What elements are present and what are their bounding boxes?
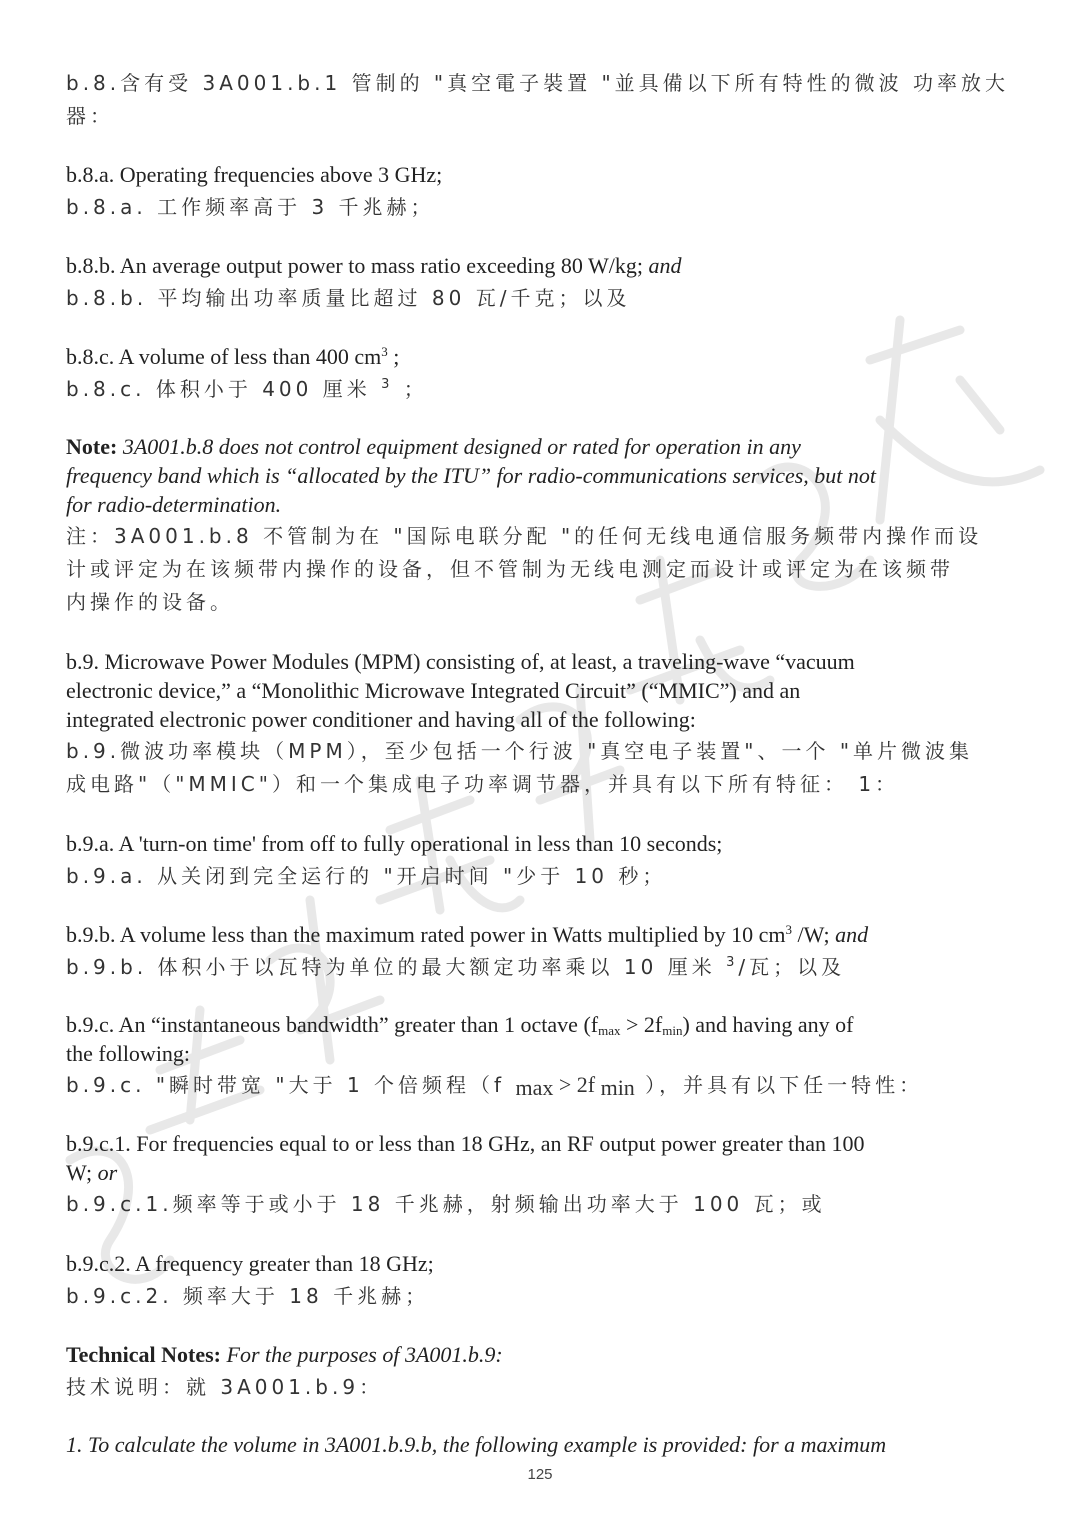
b8c-en-text: b.8.c. A volume of less than 400 cm — [66, 344, 382, 369]
note-label: Note: — [66, 434, 118, 459]
b9b-en-tail: /W; — [791, 922, 830, 947]
b8a-en: b.8.a. Operating frequencies above 3 GHz; — [66, 162, 443, 187]
b9-en-2: electronic device,” a “Monolithic Microwave Integrated Circuit” (“MMIC”) and an — [66, 678, 801, 703]
b9b-en — [66, 920, 868, 950]
b9c1-zh: b.9.c.1.频率等于或小于 18 千兆赫，射频输出功率大于 100 瓦；或 — [66, 1192, 826, 1216]
note-zh-2: 计或评定为在该频带内操作的设备，但不管制为无线电测定而设计或评定为在该频带 — [66, 557, 954, 581]
b9c-zh-b: > 2f — [553, 1072, 601, 1097]
note-en-line3 — [66, 490, 281, 520]
b9c-en-1b: > 2f — [620, 1012, 663, 1037]
b9c-zh-sub-min: min — [600, 1075, 635, 1100]
b9-zh-2: 成电路"（"MMIC"）和一个集成电子功率调节器，并具有以下所有特征： 1： — [66, 772, 900, 796]
b9b-zh-sup: 3 — [726, 955, 739, 970]
b9c-en-sub-max: max — [598, 1023, 621, 1038]
b9c1-en-1: b.9.c.1. For frequencies equal to or less than 18 GHz, an RF output power greater than 100 — [66, 1131, 865, 1156]
b9b-en-and: and — [835, 922, 869, 947]
b8c-en-tail: ; — [387, 344, 400, 369]
b8c-zh-text: b.8.c. 体积小于 400 厘米 — [66, 377, 382, 401]
b9c2-zh: b.9.c.2. 频率大于 18 千兆赫； — [66, 1284, 430, 1308]
b9-en-3: integrated electronic power conditioner and having all of the following: — [66, 707, 696, 732]
b8c-en-sup: 3 — [381, 344, 388, 359]
b9c1-en-or: or — [97, 1160, 118, 1185]
note-en-2: frequency band which is “allocated by the ITU” for radio-communications services, but not — [66, 463, 877, 488]
b8-heading-zh-cont: 器： — [66, 104, 114, 128]
b9c1-en-2 — [66, 1158, 117, 1188]
note-zh-3: 内操作的设备。 — [66, 590, 234, 614]
b9c-zh-a: b.9.c. "瞬时带宽 "大于 1 个倍频程（f — [66, 1073, 516, 1097]
b8a-zh: b.8.a. 工作频率高于 3 千兆赫； — [66, 195, 435, 219]
b9c-en-1a: b.9.c. An “instantaneous bandwidth” greater than 1 octave (f — [66, 1012, 599, 1037]
tech-notes-zh: 技术说明：就 3A001.b.9： — [66, 1375, 384, 1399]
b9c-zh-c: ），并具有以下任一特性： — [634, 1073, 924, 1097]
b9c-en-1 — [66, 1010, 854, 1040]
b9c2-en: b.9.c.2. A frequency greater than 18 GHz; — [66, 1251, 434, 1276]
b9c-zh — [66, 1070, 923, 1100]
b8c-zh-tail: ； — [393, 377, 428, 401]
b9c-en-1c: ) and having any of — [682, 1012, 854, 1037]
note-zh-1: 注：3A001.b.8 不管制为在 "国际电联分配 "的任何无线电通信服务频带内操作而设 — [66, 524, 983, 548]
b9b-zh-tail: /瓦；以及 — [738, 955, 846, 979]
tech-notes-label: Technical Notes: — [66, 1342, 222, 1367]
b9b-zh-text: b.9.b. 体积小于以瓦特为单位的最大额定功率乘以 10 厘米 — [66, 955, 727, 979]
tech-notes-en — [66, 1340, 503, 1370]
b8-heading-zh: b.8.含有受 3A001.b.1 管制的 "真空電子裝置 "並具備以下所有特性的微波 功率放大 — [66, 71, 1010, 95]
tech-notes-item1 — [66, 1430, 886, 1460]
tech-notes-en-text: For the purposes of 3A001.b.9: — [226, 1342, 503, 1367]
page-number: 125 — [527, 1466, 553, 1483]
note-en-line1 — [66, 432, 801, 462]
b8b-en — [66, 251, 681, 281]
tech-notes-item1-text: 1. To calculate the volume in 3A001.b.9.b, the following example is provided: for a maximum — [66, 1432, 887, 1457]
b9b-en-text: b.9.b. A volume less than the maximum rated power in Watts multiplied by 10 cm — [66, 922, 786, 947]
b8c-en — [66, 342, 399, 372]
b9b-en-sup: 3 — [785, 922, 792, 937]
b8c-zh — [66, 374, 428, 404]
b8c-zh-sup: 3 — [381, 377, 394, 392]
b9a-zh: b.9.a. 从关闭到完全运行的 "开启时间 "少于 10 秒； — [66, 864, 667, 888]
b9-zh-1: b.9.微波功率模块（MPM），至少包括一个行波 "真空电子装置"、一个 "单片微波集 — [66, 739, 974, 763]
b9c-en-2: the following: — [66, 1041, 191, 1066]
b9-en-1: b.9. Microwave Power Modules (MPM) consisting of, at least, a traveling-wave “vacuum — [66, 649, 855, 674]
b9c1-en-2-text: W; — [66, 1160, 93, 1185]
b8b-zh: b.8.b. 平均输出功率质量比超过 80 瓦/千克；以及 — [66, 286, 631, 310]
b8b-en-and: and — [648, 253, 682, 278]
note-en-1: 3A001.b.8 does not control equipment designed or rated for operation in any — [122, 434, 801, 459]
b8b-en-text: b.8.b. An average output power to mass ratio exceeding 80 W/kg; — [66, 253, 643, 278]
b9b-zh — [66, 952, 845, 982]
note-en-3: for radio-determination. — [66, 492, 282, 517]
b9a-en: b.9.a. A 'turn-on time' from off to fully operational in less than 10 seconds; — [66, 831, 723, 856]
note-en-line2 — [66, 461, 876, 491]
b9c-zh-sub-max: max — [515, 1075, 554, 1100]
b9c-en-sub-min: min — [662, 1023, 683, 1038]
